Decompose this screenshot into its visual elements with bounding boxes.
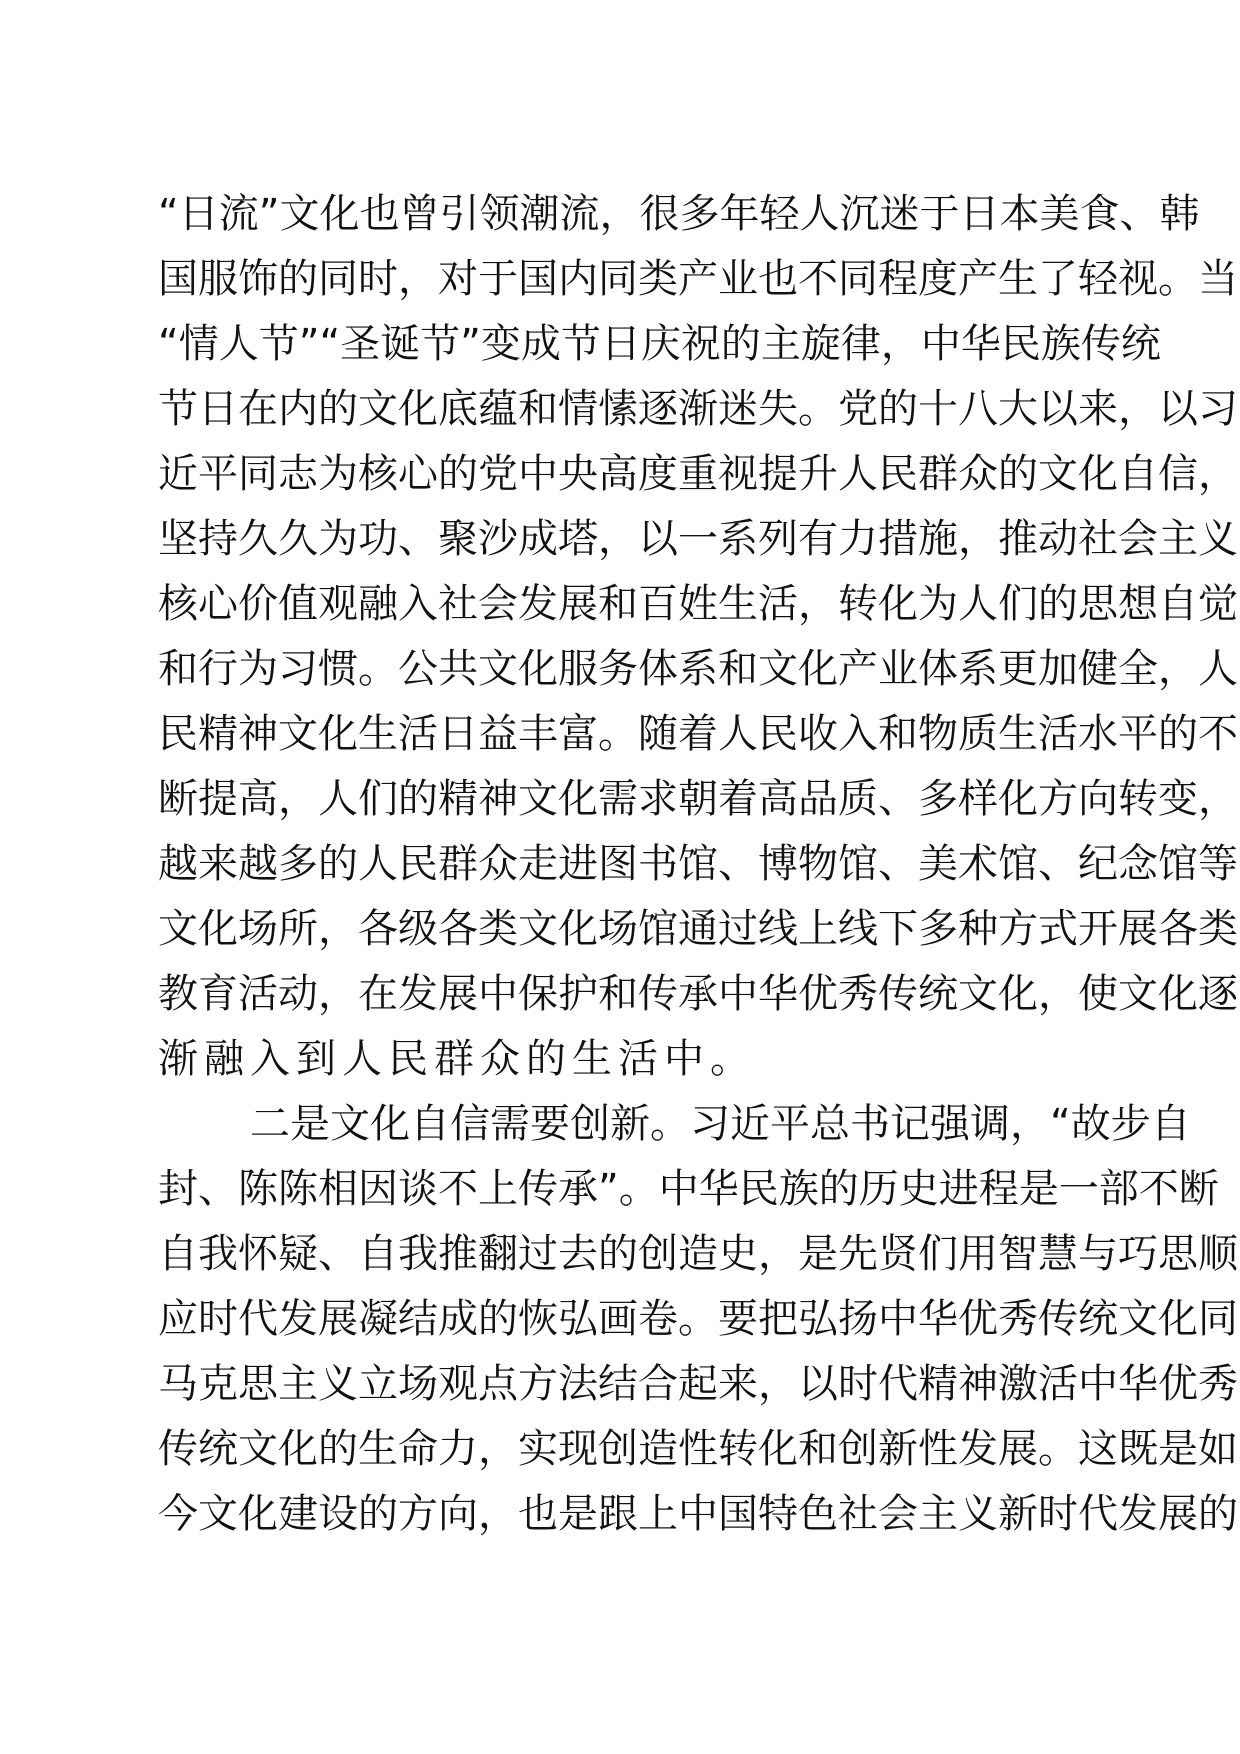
text-line: 今文化建设的方向，也是跟上中国特色社会主义新时代发展的 (158, 1491, 1238, 1537)
text-line: 封、陈陈相因谈不上传承”。中华民族的历史进程是一部不断 (158, 1166, 1219, 1212)
paragraph-2 (158, 1092, 1238, 1547)
text-line: 国服饰的同时，对于国内同类产业也不同程度产生了轻视。当 (158, 256, 1238, 302)
text-line: 应时代发展凝结成的恢弘画卷。要把弘扬中华优秀传统文化同 (158, 1296, 1238, 1342)
text-line: “日流”文化也曾引领潮流，很多年轻人沉迷于日本美食、韩 (158, 191, 1200, 237)
text-line: 近平同志为核心的党中央高度重视提升人民群众的文化自信， (158, 451, 1238, 497)
text-line: 渐融入到人民群众的生活中。 (158, 1036, 756, 1082)
text-line: 自我怀疑、自我推翻过去的创造史，是先贤们用智慧与巧思顺 (158, 1231, 1238, 1277)
text-line: 文化场所，各级各类文化场馆通过线上线下多种方式开展各类 (158, 906, 1238, 952)
text-line: 核心价值观融入社会发展和百姓生活，转化为人们的思想自觉 (158, 581, 1238, 627)
text-line: 二是文化自信需要创新。习近平总书记强调，“故步自 (250, 1101, 1191, 1147)
text-line: 传统文化的生命力，实现创造性转化和创新性发展。这既是如 (158, 1426, 1238, 1472)
text-line: 教育活动，在发展中保护和传承中华优秀传统文化，使文化逐 (158, 971, 1238, 1017)
document-page (158, 182, 1238, 1547)
text-line: “情人节”“圣诞节”变成节日庆祝的主旋律，中华民族传统 (158, 321, 1161, 367)
text-line: 节日在内的文化底蕴和情愫逐渐迷失。党的十八大以来，以习 (158, 386, 1238, 432)
text-line: 和行为习惯。公共文化服务体系和文化产业体系更加健全，人 (158, 646, 1238, 692)
text-line: 马克思主义立场观点方法结合起来，以时代精神激活中华优秀 (158, 1361, 1238, 1407)
paragraph-1 (158, 182, 1238, 1092)
text-line: 断提高，人们的精神文化需求朝着高品质、多样化方向转变， (158, 776, 1238, 822)
text-line: 坚持久久为功、聚沙成塔，以一系列有力措施，推动社会主义 (158, 516, 1238, 562)
text-line: 越来越多的人民群众走进图书馆、博物馆、美术馆、纪念馆等 (158, 841, 1238, 887)
text-line: 民精神文化生活日益丰富。随着人民收入和物质生活水平的不 (158, 711, 1238, 757)
